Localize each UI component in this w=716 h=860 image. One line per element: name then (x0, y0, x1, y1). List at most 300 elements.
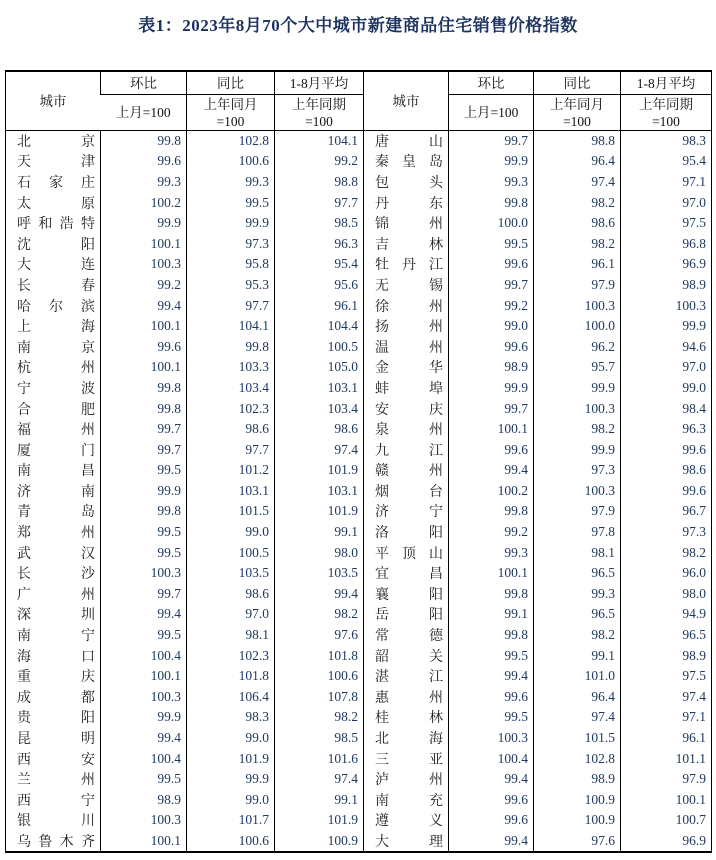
city-name-right (364, 831, 449, 852)
avg-value: 103.1 (275, 378, 364, 399)
yoy-value: 98.6 (187, 419, 275, 440)
yoy-value: 100.6 (187, 151, 275, 172)
city-name-text: 天 津 (17, 155, 95, 171)
city-name-text: 郑 州 (17, 526, 95, 542)
mom-value: 100.2 (101, 192, 187, 213)
yoy-value: 98.6 (187, 584, 275, 605)
city-name-right (364, 810, 449, 831)
avg-value: 104.1 (275, 131, 364, 152)
city-name-left (6, 769, 101, 790)
avg-value: 98.2 (275, 604, 364, 625)
avg-value: 95.4 (621, 151, 712, 172)
avg-value: 95.6 (275, 275, 364, 296)
header-yoy-base-line2: =100 (216, 113, 245, 129)
yoy-value: 97.4 (534, 707, 621, 728)
city-name-left (6, 687, 101, 708)
city-name-left (6, 254, 101, 275)
city-name-right (364, 172, 449, 193)
header-yoy-left: 同比 (187, 71, 275, 95)
city-name-text: 杭 州 (17, 361, 95, 377)
avg-value: 96.0 (621, 563, 712, 584)
mom-value: 99.3 (449, 542, 534, 563)
yoy-value: 103.1 (187, 481, 275, 502)
city-name-text: 常 德 (375, 629, 443, 645)
header-yoy-base-line1: 上年同月 (550, 96, 604, 112)
mom-value: 100.3 (101, 687, 187, 708)
mom-value: 99.6 (101, 336, 187, 357)
avg-value: 97.7 (275, 192, 364, 213)
yoy-value: 98.2 (534, 419, 621, 440)
table-row (6, 378, 712, 399)
city-name-text: 赣 州 (375, 464, 443, 480)
avg-value: 100.5 (275, 336, 364, 357)
city-name-right (364, 275, 449, 296)
header-row-1 (6, 71, 712, 95)
city-name-left (6, 357, 101, 378)
avg-value: 107.8 (275, 687, 364, 708)
avg-value: 101.6 (275, 748, 364, 769)
mom-value: 99.9 (101, 481, 187, 502)
city-name-right (364, 687, 449, 708)
avg-value: 97.5 (621, 213, 712, 234)
table-row (6, 295, 712, 316)
city-name-text: 锦 州 (375, 217, 443, 233)
city-name-text: 济 南 (17, 484, 95, 500)
city-name-right (364, 460, 449, 481)
avg-value: 96.7 (621, 501, 712, 522)
city-name-left (6, 192, 101, 213)
city-name-text: 广 州 (17, 587, 95, 603)
city-name-text: 韶 关 (375, 649, 443, 665)
avg-value: 98.5 (275, 213, 364, 234)
mom-value: 99.8 (449, 584, 534, 605)
city-name-left (6, 151, 101, 172)
avg-value: 98.9 (621, 275, 712, 296)
yoy-value: 98.2 (534, 192, 621, 213)
yoy-value: 100.3 (534, 398, 621, 419)
city-name-text: 唐 山 (375, 135, 443, 151)
city-name-text: 平 顶 山 (375, 546, 443, 562)
yoy-value: 96.4 (534, 687, 621, 708)
city-name-text: 济 宁 (375, 505, 443, 521)
avg-value: 97.0 (621, 192, 712, 213)
mom-value: 100.2 (449, 481, 534, 502)
yoy-value: 99.8 (187, 336, 275, 357)
avg-value: 97.4 (275, 439, 364, 460)
city-name-text: 包 头 (375, 175, 443, 191)
mom-value: 99.6 (449, 439, 534, 460)
mom-value: 100.3 (101, 810, 187, 831)
table-row (6, 357, 712, 378)
avg-value: 100.9 (275, 831, 364, 852)
city-name-left (6, 563, 101, 584)
city-name-left (6, 501, 101, 522)
city-name-text: 银 川 (17, 814, 95, 830)
yoy-value: 100.6 (187, 831, 275, 852)
yoy-value: 99.0 (187, 790, 275, 811)
header-mom-left: 环比 (101, 71, 187, 95)
yoy-value: 101.8 (187, 666, 275, 687)
city-name-right (364, 522, 449, 543)
city-name-text: 丹 东 (375, 196, 443, 212)
table-row (6, 254, 712, 275)
mom-value: 99.8 (101, 501, 187, 522)
yoy-value: 101.0 (534, 666, 621, 687)
yoy-value: 97.6 (534, 831, 621, 852)
city-name-text: 襄 阳 (375, 587, 443, 603)
avg-value: 99.2 (275, 151, 364, 172)
yoy-value: 95.3 (187, 275, 275, 296)
header-avg-base-line2: =100 (652, 113, 680, 129)
header-avg-base-left (275, 95, 364, 131)
avg-value: 98.4 (621, 398, 712, 419)
header-yoy-base-line1: 上年同月 (203, 96, 258, 112)
table-row (6, 831, 712, 852)
city-name-text: 宁 波 (17, 381, 95, 397)
city-name-left (6, 666, 101, 687)
mom-value: 99.8 (449, 625, 534, 646)
avg-value: 97.3 (621, 522, 712, 543)
avg-value: 100.7 (621, 810, 712, 831)
city-name-text: 南 宁 (17, 629, 95, 645)
avg-value: 97.1 (621, 172, 712, 193)
table-row (6, 707, 712, 728)
table-row (6, 336, 712, 357)
city-name-left (6, 439, 101, 460)
city-name-text: 秦 皇 岛 (375, 155, 443, 171)
city-name-left (6, 625, 101, 646)
avg-value: 100.6 (275, 666, 364, 687)
city-name-right (364, 213, 449, 234)
table-row (6, 563, 712, 584)
yoy-value: 99.9 (187, 769, 275, 790)
table-row (6, 316, 712, 337)
city-name-text: 泉 州 (375, 423, 443, 439)
city-name-text: 厦 门 (17, 443, 95, 459)
mom-value: 99.8 (449, 192, 534, 213)
yoy-value: 99.9 (534, 378, 621, 399)
table-row (6, 687, 712, 708)
city-name-left (6, 213, 101, 234)
avg-value: 97.5 (621, 666, 712, 687)
header-mom-base-right: 上月=100 (449, 95, 534, 131)
city-name-right (364, 295, 449, 316)
mom-value: 99.7 (101, 584, 187, 605)
city-name-right (364, 439, 449, 460)
city-name-right (364, 790, 449, 811)
header-avg-base-line2: =100 (305, 113, 333, 129)
mom-value: 99.5 (101, 625, 187, 646)
yoy-value: 100.9 (534, 790, 621, 811)
mom-value: 100.3 (449, 728, 534, 749)
city-name-right (364, 728, 449, 749)
mom-value: 99.5 (101, 460, 187, 481)
city-name-right (364, 336, 449, 357)
mom-value: 99.4 (101, 295, 187, 316)
city-name-text: 烟 台 (375, 484, 443, 500)
yoy-value: 98.1 (534, 542, 621, 563)
table-row (6, 790, 712, 811)
city-name-text: 牡 丹 江 (375, 258, 443, 274)
table-row (6, 769, 712, 790)
mom-value: 99.2 (449, 522, 534, 543)
city-name-text: 海 口 (17, 649, 95, 665)
city-name-text: 乌 鲁 木 齐 (17, 834, 95, 850)
header-yoy-base-line2: =100 (563, 113, 591, 129)
city-name-right (364, 666, 449, 687)
yoy-value: 97.8 (534, 522, 621, 543)
yoy-value: 97.4 (534, 172, 621, 193)
city-name-right (364, 233, 449, 254)
city-name-text: 贵 阳 (17, 711, 95, 727)
avg-value: 103.1 (275, 481, 364, 502)
mom-value: 99.9 (449, 378, 534, 399)
avg-value: 100.3 (621, 295, 712, 316)
avg-value: 101.1 (621, 748, 712, 769)
city-name-text: 扬 州 (375, 320, 443, 336)
yoy-value: 96.5 (534, 604, 621, 625)
header-yoy-base-right (534, 95, 621, 131)
avg-value: 98.9 (621, 645, 712, 666)
city-name-text: 惠 州 (375, 690, 443, 706)
yoy-value: 101.9 (187, 748, 275, 769)
city-name-left (6, 131, 101, 152)
header-yoy-base-left (187, 95, 275, 131)
city-name-text: 太 原 (17, 196, 95, 212)
avg-value: 98.5 (275, 728, 364, 749)
avg-value: 97.0 (621, 357, 712, 378)
table-header (6, 71, 712, 131)
table-row (6, 398, 712, 419)
city-name-right (364, 398, 449, 419)
table-row (6, 810, 712, 831)
city-name-right (364, 645, 449, 666)
table-row (6, 131, 712, 152)
city-name-left (6, 522, 101, 543)
header-city-left: 城市 (6, 71, 101, 131)
mom-value: 99.8 (449, 501, 534, 522)
yoy-value: 98.1 (187, 625, 275, 646)
mom-value: 100.4 (101, 748, 187, 769)
yoy-value: 101.5 (187, 501, 275, 522)
city-name-right (364, 316, 449, 337)
table-row (6, 584, 712, 605)
mom-value: 99.7 (449, 131, 534, 152)
city-name-text: 长 沙 (17, 567, 95, 583)
mom-value: 100.4 (449, 748, 534, 769)
avg-value: 101.9 (275, 501, 364, 522)
city-name-text: 安 庆 (375, 402, 443, 418)
city-name-left (6, 707, 101, 728)
city-name-text: 昆 明 (17, 732, 95, 748)
yoy-value: 95.7 (534, 357, 621, 378)
mom-value: 99.4 (101, 728, 187, 749)
table-row (6, 625, 712, 646)
mom-value: 99.7 (101, 419, 187, 440)
table-row (6, 275, 712, 296)
avg-value: 96.1 (621, 728, 712, 749)
city-name-text: 成 都 (17, 690, 95, 706)
avg-value: 101.8 (275, 645, 364, 666)
avg-value: 98.3 (621, 131, 712, 152)
yoy-value: 102.8 (187, 131, 275, 152)
city-name-text: 哈 尔 滨 (17, 299, 95, 315)
mom-value: 99.6 (449, 254, 534, 275)
table-row (6, 542, 712, 563)
avg-value: 97.1 (621, 707, 712, 728)
mom-value: 99.5 (101, 769, 187, 790)
header-avg-left: 1-8月平均 (275, 71, 364, 95)
header-mom-base-left: 上月=100 (101, 95, 187, 131)
yoy-value: 101.2 (187, 460, 275, 481)
mom-value: 99.6 (101, 151, 187, 172)
city-name-text: 长 春 (17, 278, 95, 294)
avg-value: 98.6 (621, 460, 712, 481)
header-avg-right: 1-8月平均 (621, 71, 712, 95)
mom-value: 99.4 (449, 666, 534, 687)
city-name-left (6, 233, 101, 254)
yoy-value: 97.7 (187, 295, 275, 316)
avg-value: 98.0 (275, 542, 364, 563)
city-name-left (6, 275, 101, 296)
avg-value: 97.6 (275, 625, 364, 646)
city-name-text: 沈 阳 (17, 237, 95, 253)
city-name-text: 遵 义 (375, 814, 443, 830)
mom-value: 99.5 (449, 233, 534, 254)
city-name-left (6, 460, 101, 481)
header-row-2 (6, 95, 712, 131)
mom-value: 99.9 (101, 213, 187, 234)
mom-value: 98.9 (449, 357, 534, 378)
yoy-value: 99.3 (534, 584, 621, 605)
mom-value: 99.7 (449, 275, 534, 296)
city-name-text: 西 宁 (17, 793, 95, 809)
city-name-text: 徐 州 (375, 299, 443, 315)
yoy-value: 99.9 (187, 213, 275, 234)
mom-value: 100.1 (101, 666, 187, 687)
mom-value: 99.8 (101, 378, 187, 399)
avg-value: 94.9 (621, 604, 712, 625)
mom-value: 99.4 (449, 831, 534, 852)
yoy-value: 102.3 (187, 645, 275, 666)
city-name-text: 大 理 (375, 834, 443, 850)
mom-value: 99.4 (449, 460, 534, 481)
avg-value: 96.5 (621, 625, 712, 646)
header-yoy-right: 同比 (534, 71, 621, 95)
yoy-value: 96.2 (534, 336, 621, 357)
mom-value: 99.6 (449, 336, 534, 357)
yoy-value: 100.9 (534, 810, 621, 831)
city-name-right (364, 378, 449, 399)
avg-value: 99.1 (275, 522, 364, 543)
city-name-text: 青 岛 (17, 505, 95, 521)
yoy-value: 106.4 (187, 687, 275, 708)
yoy-value: 102.3 (187, 398, 275, 419)
mom-value: 100.3 (101, 563, 187, 584)
mom-value: 99.5 (449, 645, 534, 666)
city-name-text: 南 京 (17, 340, 95, 356)
header-avg-base-right (621, 95, 712, 131)
city-name-right (364, 357, 449, 378)
avg-value: 105.0 (275, 357, 364, 378)
header-avg-base-line1: 上年同期 (292, 96, 346, 112)
yoy-value: 101.5 (534, 728, 621, 749)
city-name-right (364, 419, 449, 440)
yoy-value: 97.7 (187, 439, 275, 460)
table-row (6, 419, 712, 440)
header-mom-right: 环比 (449, 71, 534, 95)
city-name-left (6, 584, 101, 605)
city-name-left (6, 398, 101, 419)
mom-value: 99.9 (449, 151, 534, 172)
city-name-right (364, 748, 449, 769)
mom-value: 100.0 (449, 213, 534, 234)
mom-value: 100.1 (101, 233, 187, 254)
mom-value: 98.9 (101, 790, 187, 811)
mom-value: 99.6 (449, 810, 534, 831)
city-name-text: 大 连 (17, 258, 95, 274)
page-title: 表1：2023年8月70个大中城市新建商品住宅销售价格指数 (138, 16, 578, 35)
avg-value: 96.3 (621, 419, 712, 440)
avg-value: 99.6 (621, 439, 712, 460)
city-name-text: 合 肥 (17, 402, 95, 418)
city-name-left (6, 728, 101, 749)
table-row (6, 213, 712, 234)
city-name-text: 石 家 庄 (17, 175, 95, 191)
table-row (6, 748, 712, 769)
mom-value: 99.1 (449, 604, 534, 625)
yoy-value: 100.3 (534, 295, 621, 316)
city-name-text: 福 州 (17, 423, 95, 439)
yoy-value: 99.0 (187, 728, 275, 749)
mom-value: 99.8 (101, 131, 187, 152)
city-name-text: 南 昌 (17, 464, 95, 480)
yoy-value: 100.0 (534, 316, 621, 337)
table-row (6, 522, 712, 543)
mom-value: 99.7 (101, 439, 187, 460)
table-row (6, 645, 712, 666)
avg-value: 98.0 (621, 584, 712, 605)
mom-value: 100.1 (101, 316, 187, 337)
header-city-right: 城市 (364, 71, 449, 131)
yoy-value: 104.1 (187, 316, 275, 337)
mom-value: 99.4 (449, 769, 534, 790)
mom-value: 99.2 (449, 295, 534, 316)
city-name-text: 岳 阳 (375, 608, 443, 624)
city-name-right (364, 131, 449, 152)
mom-value: 99.6 (449, 687, 534, 708)
mom-value: 99.4 (101, 604, 187, 625)
price-index-table (5, 70, 712, 853)
yoy-value: 98.6 (534, 213, 621, 234)
city-name-text: 九 江 (375, 443, 443, 459)
avg-value: 96.9 (621, 831, 712, 852)
yoy-value: 98.9 (534, 769, 621, 790)
yoy-value: 98.8 (534, 131, 621, 152)
table-row (6, 481, 712, 502)
mom-value: 99.3 (449, 172, 534, 193)
yoy-value: 102.8 (534, 748, 621, 769)
city-name-text: 深 圳 (17, 608, 95, 624)
city-name-text: 金 华 (375, 361, 443, 377)
city-name-text: 湛 江 (375, 670, 443, 686)
city-name-right (364, 192, 449, 213)
mom-value: 99.8 (101, 398, 187, 419)
yoy-value: 97.9 (534, 275, 621, 296)
avg-value: 99.4 (275, 584, 364, 605)
avg-value: 99.1 (275, 790, 364, 811)
yoy-value: 103.4 (187, 378, 275, 399)
